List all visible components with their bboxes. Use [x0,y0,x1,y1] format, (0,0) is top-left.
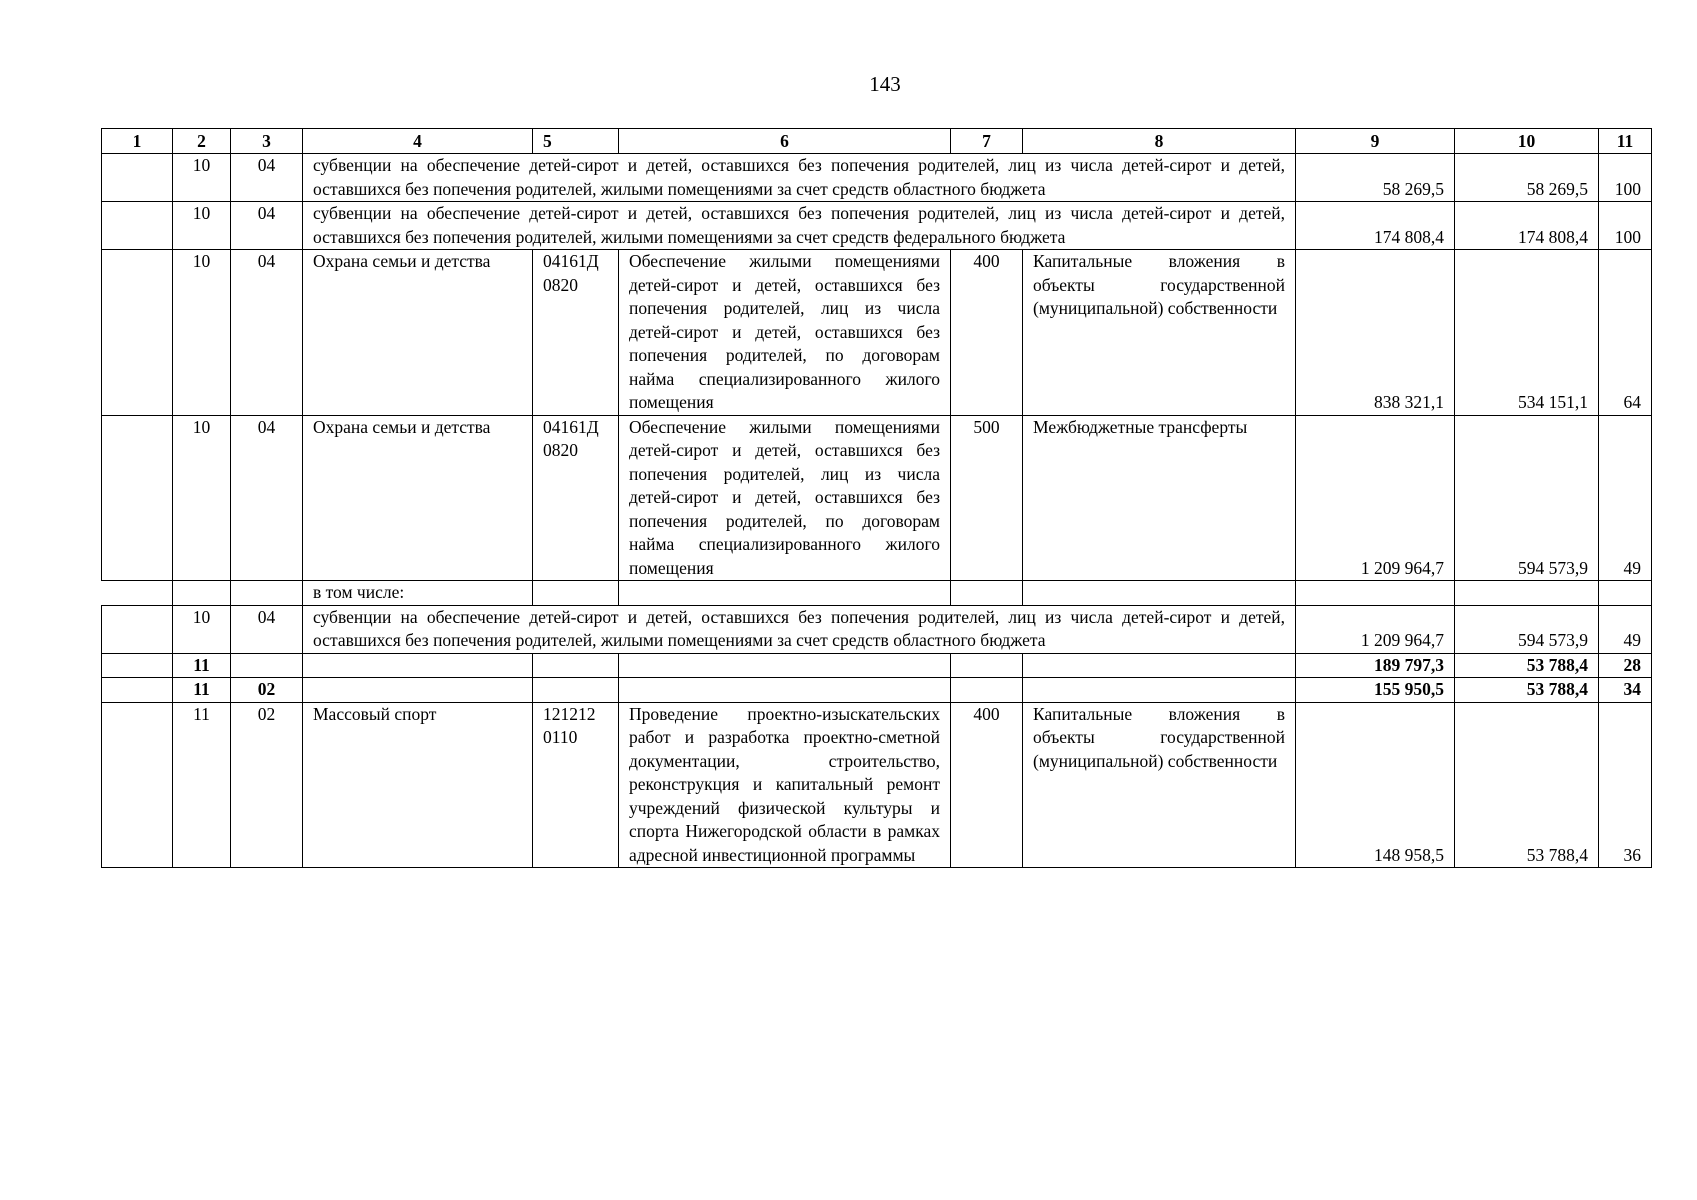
cell-including-label: в том числе: [303,581,533,606]
cell-subsection: 04 [231,154,303,202]
cell-expense-type-code: 400 [951,250,1023,416]
cell-target-code [533,653,619,678]
table-row-including [102,581,1652,606]
cell-expense-description [619,581,951,606]
cell-expense-description: Обеспечение жилыми помещениями детей-сирот и детей, оставшихся без попечения родителей, лиц из числа детей-сирот и детей, оставшихся без попечения родителей, по договорам найма специализированного жилого помещения [619,415,951,581]
cell-subsection [231,581,303,606]
cell-description: субвенции на обеспечение детей-сирот и детей, оставшихся без попечения родителей, лиц из числа детей-сирот и детей, оставшихся без попечения родителей, жилыми помещениями за счет средств федерального бюджета [303,202,1296,250]
header-cell-10: 10 [1455,129,1599,154]
cell-plan: 189 797,3 [1296,653,1455,678]
cell-actual: 53 788,4 [1455,653,1599,678]
cell-expense-description: Обеспечение жилыми помещениями детей-сирот и детей, оставшихся без попечения родителей, лиц из числа детей-сирот и детей, оставшихся без попечения родителей, по договорам найма специализированного жилого помещения [619,250,951,416]
cell-percent: 36 [1599,702,1652,868]
cell-target-code: 04161Д 0820 [533,250,619,416]
cell-expense-description [619,678,951,703]
cell-program-name [303,653,533,678]
cell-plan: 148 958,5 [1296,702,1455,868]
cell-section [173,581,231,606]
header-cell-8: 8 [1023,129,1296,154]
table-row-total [102,653,1652,678]
cell-col1 [102,202,173,250]
cell-percent: 28 [1599,653,1652,678]
cell-subsection: 02 [231,678,303,703]
cell-percent: 49 [1599,605,1652,653]
cell-subsection [231,653,303,678]
cell-plan: 155 950,5 [1296,678,1455,703]
cell-actual: 594 573,9 [1455,415,1599,581]
table-row [102,202,1652,250]
cell-section: 11 [173,678,231,703]
cell-subsection: 04 [231,605,303,653]
cell-subsection: 04 [231,415,303,581]
cell-actual: 594 573,9 [1455,605,1599,653]
header-cell-7: 7 [951,129,1023,154]
cell-section: 10 [173,605,231,653]
cell-expense-type-code [951,653,1023,678]
cell-expense-type-name [1023,678,1296,703]
cell-plan: 174 808,4 [1296,202,1455,250]
cell-expense-description [619,653,951,678]
table-row [102,415,1652,581]
cell-actual: 58 269,5 [1455,154,1599,202]
cell-actual: 53 788,4 [1455,702,1599,868]
cell-plan: 838 321,1 [1296,250,1455,416]
cell-plan [1296,581,1455,606]
header-cell-5: 5 [533,129,619,154]
cell-section: 10 [173,415,231,581]
table-row [102,154,1652,202]
cell-col1 [102,250,173,416]
cell-expense-type-name: Капитальные вложения в объекты государственной (муниципальной) собственности [1023,250,1296,416]
cell-subsection: 04 [231,250,303,416]
cell-expense-type-code: 500 [951,415,1023,581]
cell-program-name: Массовый спорт [303,702,533,868]
cell-percent: 34 [1599,678,1652,703]
cell-target-code [533,678,619,703]
cell-subsection: 04 [231,202,303,250]
cell-section: 11 [173,702,231,868]
cell-percent: 100 [1599,202,1652,250]
cell-percent: 64 [1599,250,1652,416]
cell-col1 [102,154,173,202]
cell-program-name: Охрана семьи и детства [303,250,533,416]
cell-col1 [102,581,173,606]
cell-description: субвенции на обеспечение детей-сирот и детей, оставшихся без попечения родителей, лиц из числа детей-сирот и детей, оставшихся без попечения родителей, жилыми помещениями за счет средств областного бюджета [303,605,1296,653]
cell-plan: 1 209 964,7 [1296,605,1455,653]
cell-actual: 174 808,4 [1455,202,1599,250]
cell-section: 10 [173,202,231,250]
cell-col1 [102,415,173,581]
cell-expense-type-name [1023,581,1296,606]
cell-expense-type-code: 400 [951,702,1023,868]
cell-program-name: Охрана семьи и детства [303,415,533,581]
header-row [102,129,1652,154]
cell-col1 [102,605,173,653]
cell-expense-type-code [951,581,1023,606]
cell-target-code: 121212 0110 [533,702,619,868]
header-cell-2: 2 [173,129,231,154]
cell-actual: 53 788,4 [1455,678,1599,703]
cell-expense-type-name: Капитальные вложения в объекты государственной (муниципальной) собственности [1023,702,1296,868]
cell-expense-type-code [951,678,1023,703]
cell-section: 10 [173,250,231,416]
cell-col1 [102,653,173,678]
table-row-total [102,678,1652,703]
page-number: 143 [869,72,901,96]
cell-target-code [533,581,619,606]
cell-plan: 58 269,5 [1296,154,1455,202]
cell-plan: 1 209 964,7 [1296,415,1455,581]
budget-table [101,128,1652,868]
cell-actual [1455,581,1599,606]
cell-expense-type-name: Межбюджетные трансферты [1023,415,1296,581]
header-cell-3: 3 [231,129,303,154]
header-cell-11: 11 [1599,129,1652,154]
cell-percent [1599,581,1652,606]
cell-description: субвенции на обеспечение детей-сирот и детей, оставшихся без попечения родителей, лиц из числа детей-сирот и детей, оставшихся без попечения родителей, жилыми помещениями за счет средств областного бюджета [303,154,1296,202]
cell-expense-type-name [1023,653,1296,678]
cell-section: 10 [173,154,231,202]
header-cell-6: 6 [619,129,951,154]
cell-subsection: 02 [231,702,303,868]
cell-col1 [102,678,173,703]
cell-expense-description: Проведение проектно-изыскательских работ и разработка проектно-сметной документации, строительство, реконструкция и капитальный ремонт учреждений физической культуры и спорта Нижегородской области в рамках адресной инвестиционной программы [619,702,951,868]
table-row [102,702,1652,868]
cell-actual: 534 151,1 [1455,250,1599,416]
header-cell-1: 1 [102,129,173,154]
header-cell-9: 9 [1296,129,1455,154]
cell-percent: 100 [1599,154,1652,202]
table-row [102,605,1652,653]
cell-col1 [102,702,173,868]
header-cell-4: 4 [303,129,533,154]
cell-target-code: 04161Д 0820 [533,415,619,581]
cell-program-name [303,678,533,703]
cell-section: 11 [173,653,231,678]
table-row [102,250,1652,416]
cell-percent: 49 [1599,415,1652,581]
